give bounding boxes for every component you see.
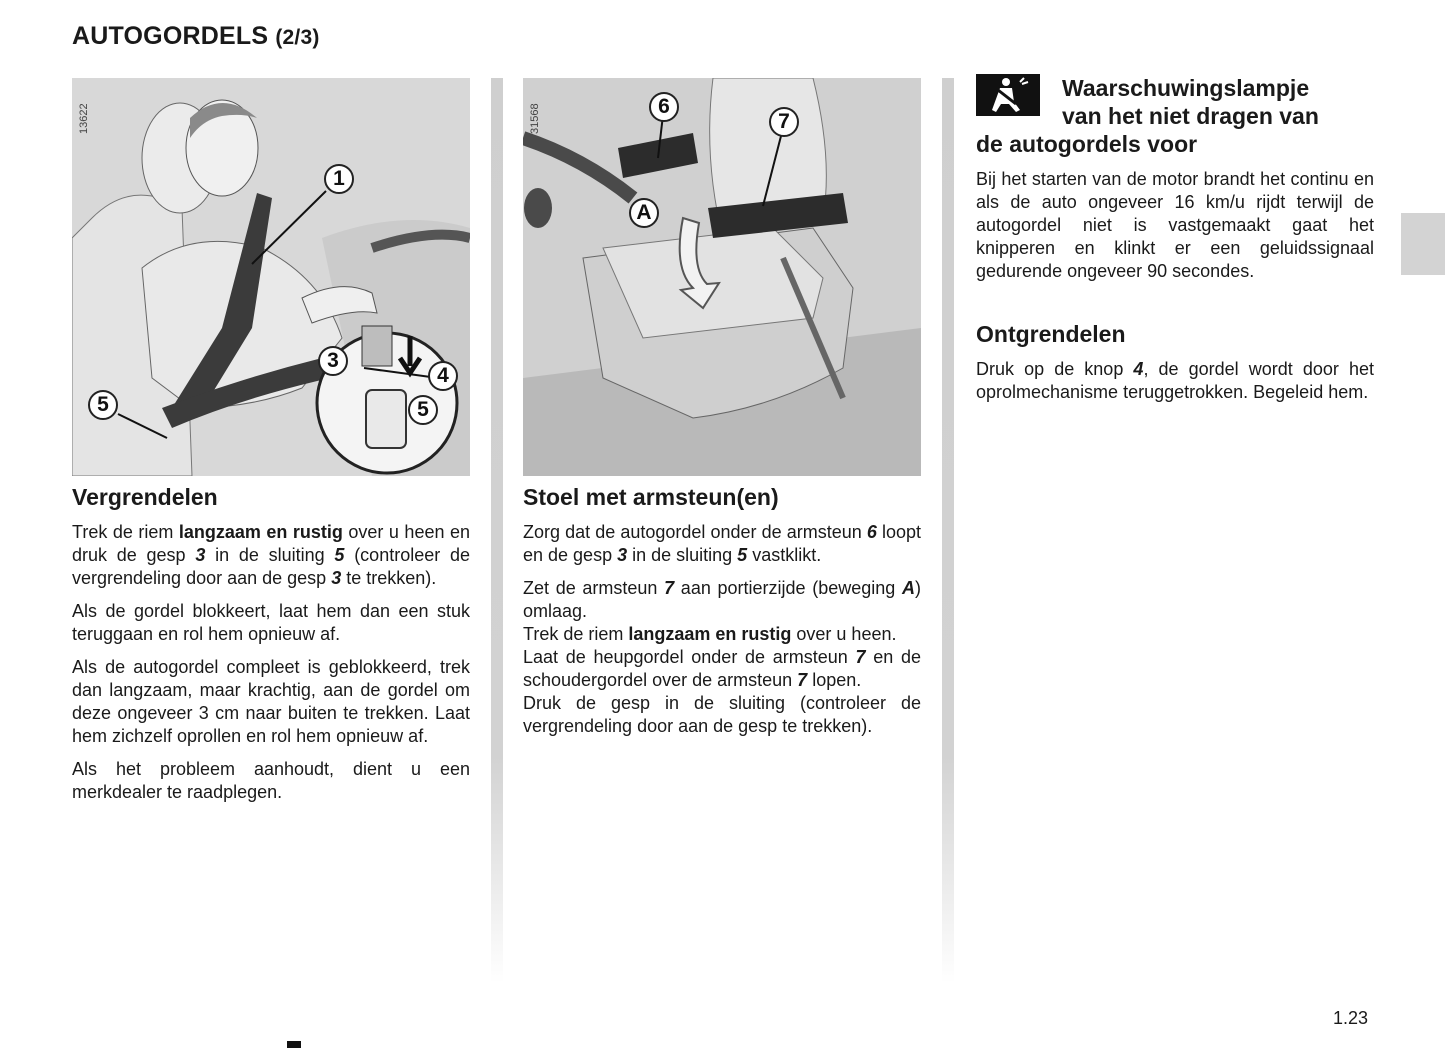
section-heading-armsteun: Stoel met armsteun(en) (523, 484, 779, 510)
callout-7: 7 (769, 107, 799, 137)
middle-column (523, 78, 921, 748)
chapter-tab (1401, 213, 1445, 275)
section-heading-vergrendelen: Vergrendelen (72, 484, 218, 510)
page-title-part: (2/3) (275, 26, 320, 49)
figure-reference-number: 13622 (78, 103, 90, 134)
warning-title: Waarschuwingslampje van het niet dragen van de autogordels voor (976, 75, 1319, 157)
callout-A: A (629, 198, 659, 228)
paragraph: Zet de armsteun 7 aan portierzijde (beweging A) omlaag. (523, 578, 921, 621)
page-title-main: AUTOGORDELS (72, 22, 269, 50)
section-heading-ontgrendelen: Ontgrendelen (976, 321, 1126, 347)
callout-6: 6 (649, 92, 679, 122)
seatbelt-driver-illustration (72, 78, 470, 476)
callout-5-inset: 5 (408, 395, 438, 425)
paragraph: Trek de riem langzaam en rustig over u heen en druk de gesp 3 in de sluiting 5 (controleer de vergrendeling door aan de gesp 3 te trekken). (72, 522, 470, 588)
warning-body: Bij het starten van de motor brandt het continu en als de auto ongeveer 16 km/u rijdt terwijl de autogordel niet is vastgemaakt gaat het knipperen en klinkt er een geluidssignaal gedurende ongeveer 90 secondes. (976, 169, 1374, 281)
left-column (72, 78, 470, 814)
print-mark (287, 1041, 301, 1048)
warning-heading-block (976, 74, 1374, 160)
callout-4: 4 (428, 361, 458, 391)
paragraph: Zorg dat de autogordel onder de armsteun 6 loopt en de gesp 3 in de sluiting 5 vastklikt. (523, 522, 921, 565)
page-number: 1.23 (1333, 1008, 1369, 1028)
paragraph: Als de autogordel compleet is geblokkeerd, trek dan langzaam, maar krachtig, aan de gordel om deze ongeveer 3 cm naar buiten te trekken. Laat hem zichzelf oprollen en rol hem opnieuw af. (72, 657, 470, 746)
column-divider (942, 78, 954, 983)
paragraph: Als de gordel blokkeert, laat hem dan een stuk teruggaan en rol hem opnieuw af. (72, 601, 470, 644)
callout-5: 5 (88, 390, 118, 420)
paragraph: Als het probleem aanhoudt, dient u een merkdealer te raadplegen. (72, 759, 470, 802)
callout-3: 3 (318, 346, 348, 376)
callout-1: 1 (324, 164, 354, 194)
figure-reference-number: 31568 (529, 103, 541, 134)
armrest-seat-illustration (523, 78, 921, 476)
paragraph: Druk de gesp in de sluiting (controleer de vergrendeling door aan de gesp te trekken). (523, 693, 921, 736)
armrest-figure-drawing (523, 78, 921, 476)
paragraph: Trek de riem langzaam en rustig over u heen. (523, 624, 897, 644)
paragraph: Druk op de knop 4, de gordel wordt door het oprolmechanisme teruggetrokken. Begeleid hem. (976, 359, 1374, 402)
seatbelt-warning-icon (976, 74, 1040, 116)
column-divider (491, 78, 503, 983)
page-title (72, 22, 320, 51)
right-column (976, 74, 1374, 414)
paragraph: Laat de heupgordel onder de armsteun 7 en de schoudergordel over de armsteun 7 lopen. (523, 647, 922, 690)
